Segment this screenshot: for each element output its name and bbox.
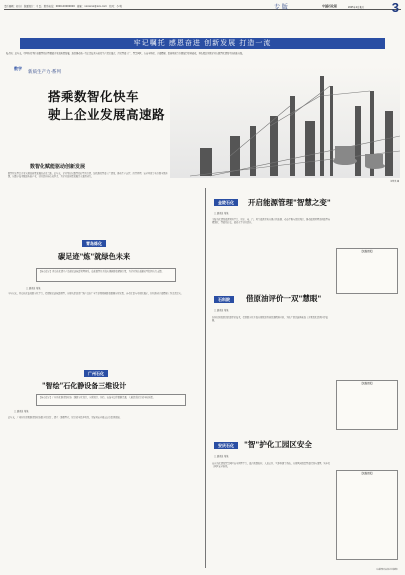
header-meta: 责任编辑：刘 钊 版面设计：王 磊 联系电话：0000-00000000 邮箱：xxxxxxx@xxx.com 校对：李 明 <box>4 5 122 8</box>
byline-qingdao: □ 通讯员 某某 <box>26 287 41 290</box>
box-anqing <box>336 470 398 560</box>
body-qingdao <box>8 292 198 362</box>
title-shike: 借原油评价一双"慧眼" <box>246 294 322 303</box>
page-footer: （本版图片由各企业提供） <box>374 569 399 571</box>
editor-note: 编者按：近年来，中国石化坚持以数智化转型赋能企业高质量发展，加快推动新一代信息技术与炼化生产深度融合，打造智能工厂、智慧园区，在安全环保、节能降碳、提质增效等方面取得显著成效。本版聚焦所属企业在数智化建设中的创新实践。 <box>6 52 245 55</box>
box-shike <box>336 380 398 430</box>
body-shike-text: 石科院研发原油快速评价技术，借助数字化手段实现原油性质快速精准分析，为炼厂原油选购和加工方案优化提供科学依据。 <box>212 316 328 323</box>
lead-guangzhou-text: 【核心提示】广州石化推进静设备三维数字化设计，实现设计、制造、安装全过程数据贯通，大幅提高设计效率和质量。 <box>39 396 155 399</box>
body-anqing-text: 安庆石化建设智慧园区安全管理平台，融合视频监控、人员定位、气体检测等系统，实现风险隐患智能识别与预警，筑牢化工园区安全防线。 <box>212 462 331 469</box>
tag-guangzhou: 广州石化 <box>84 370 108 377</box>
title-jinling: 开启能源管理"智慧之变" <box>248 198 331 207</box>
body-shike <box>212 316 332 376</box>
body-qingdao-text: 今年以来，青岛炼化依托数字化平台，搭建碳足迹核算模型，实现从原油进厂到产品出厂全生命周期碳排放数据实时采集、自动计算与可视化展示，持续推动节能降碳工作走深走实。 <box>8 292 183 295</box>
box-shike-title: 【实践者说】 <box>360 382 374 385</box>
lead-guangzhou <box>36 394 186 406</box>
body-anqing <box>212 462 332 562</box>
body-jinling-text: 金陵石化建设能源管控平台，对水、电、汽、风等能源介质实现在线监测、动态平衡与优化调度，推动能源管理由粗放型向精细化、智能化转变，能效水平持续提升。 <box>212 218 331 225</box>
page-header <box>4 2 401 10</box>
box-jinling <box>336 248 398 294</box>
section-title: 专 版 <box>274 4 288 11</box>
tag-anqing: 安庆石化 <box>214 442 238 449</box>
body-guangzhou <box>8 416 198 566</box>
box-anqing-title: 【实践者说】 <box>360 472 374 475</box>
title-qingdao: 碳足迹"炼"就绿色未来 <box>58 252 131 261</box>
box-jinling-title: 【实践者说】 <box>360 250 374 253</box>
headline-line2: 驶上企业发展高速路 <box>48 107 166 122</box>
title-guangzhou: "智绘"石化静设备三维设计 <box>42 381 127 390</box>
page-number: 3 <box>391 0 399 15</box>
byline-jinling: □ 通讯员 某某 <box>214 212 229 215</box>
refinery-skyline-photo <box>170 66 400 178</box>
byline-anqing: □ 通讯员 某某 <box>214 455 229 458</box>
left-top-body <box>8 172 168 228</box>
tag-jinling: 金陵石化 <box>214 199 238 206</box>
tag-qingdao: 青岛炼化 <box>82 240 106 247</box>
photo-credit: 胡某某 摄 <box>390 181 399 183</box>
body-guangzhou-text: 近年来，广州石化积极推进静设备数字化设计，建立三维模型库，设计效率提升明显，为装置安全稳定运行提供保障。 <box>8 416 122 419</box>
masthead: 中国石化报 <box>322 4 338 8</box>
byline-shike: □ 通讯员 某某 <box>214 309 229 312</box>
slogan-banner: 牢记嘱托 感恩奋进 创新发展 打造一流 <box>20 38 385 49</box>
title-anqing: "智"护化工园区安全 <box>244 440 312 449</box>
series-logo-icon: 数字 <box>14 66 22 71</box>
lead-qingdao <box>36 268 176 282</box>
tag-shike: 石科院 <box>214 296 234 303</box>
headline-line1: 搭乘数智化快车 <box>48 89 140 104</box>
column-divider <box>205 188 206 568</box>
body-jinling <box>212 218 332 280</box>
lead-qingdao-text: 【核心提示】青岛炼化建立产品碳足迹核算管理体系，依托数智化手段实现碳排放精准计量，为企业绿色低碳转型提供有力支撑。 <box>39 270 164 273</box>
series-tag: 新质生产力·系列 <box>28 70 61 75</box>
headline <box>48 88 165 124</box>
subhead-digital: 数智化赋能驱动创新发展 <box>30 164 86 170</box>
left-top-body-text: 数智化转型是企业实现高质量发展的必由之路。近年来，企业坚持以数智化转型为引领，加快推进智能工厂建设，推动生产运营、经营管理、安全环保等各方面全面升级，以数字技术赋能传统产业，持续提升核心竞争力，为企业高质量发展注入强劲动力。 <box>8 172 168 179</box>
issue-date: 2025年1月某日 <box>348 5 364 9</box>
byline-guangzhou: □ 通讯员 某某 <box>14 410 29 413</box>
